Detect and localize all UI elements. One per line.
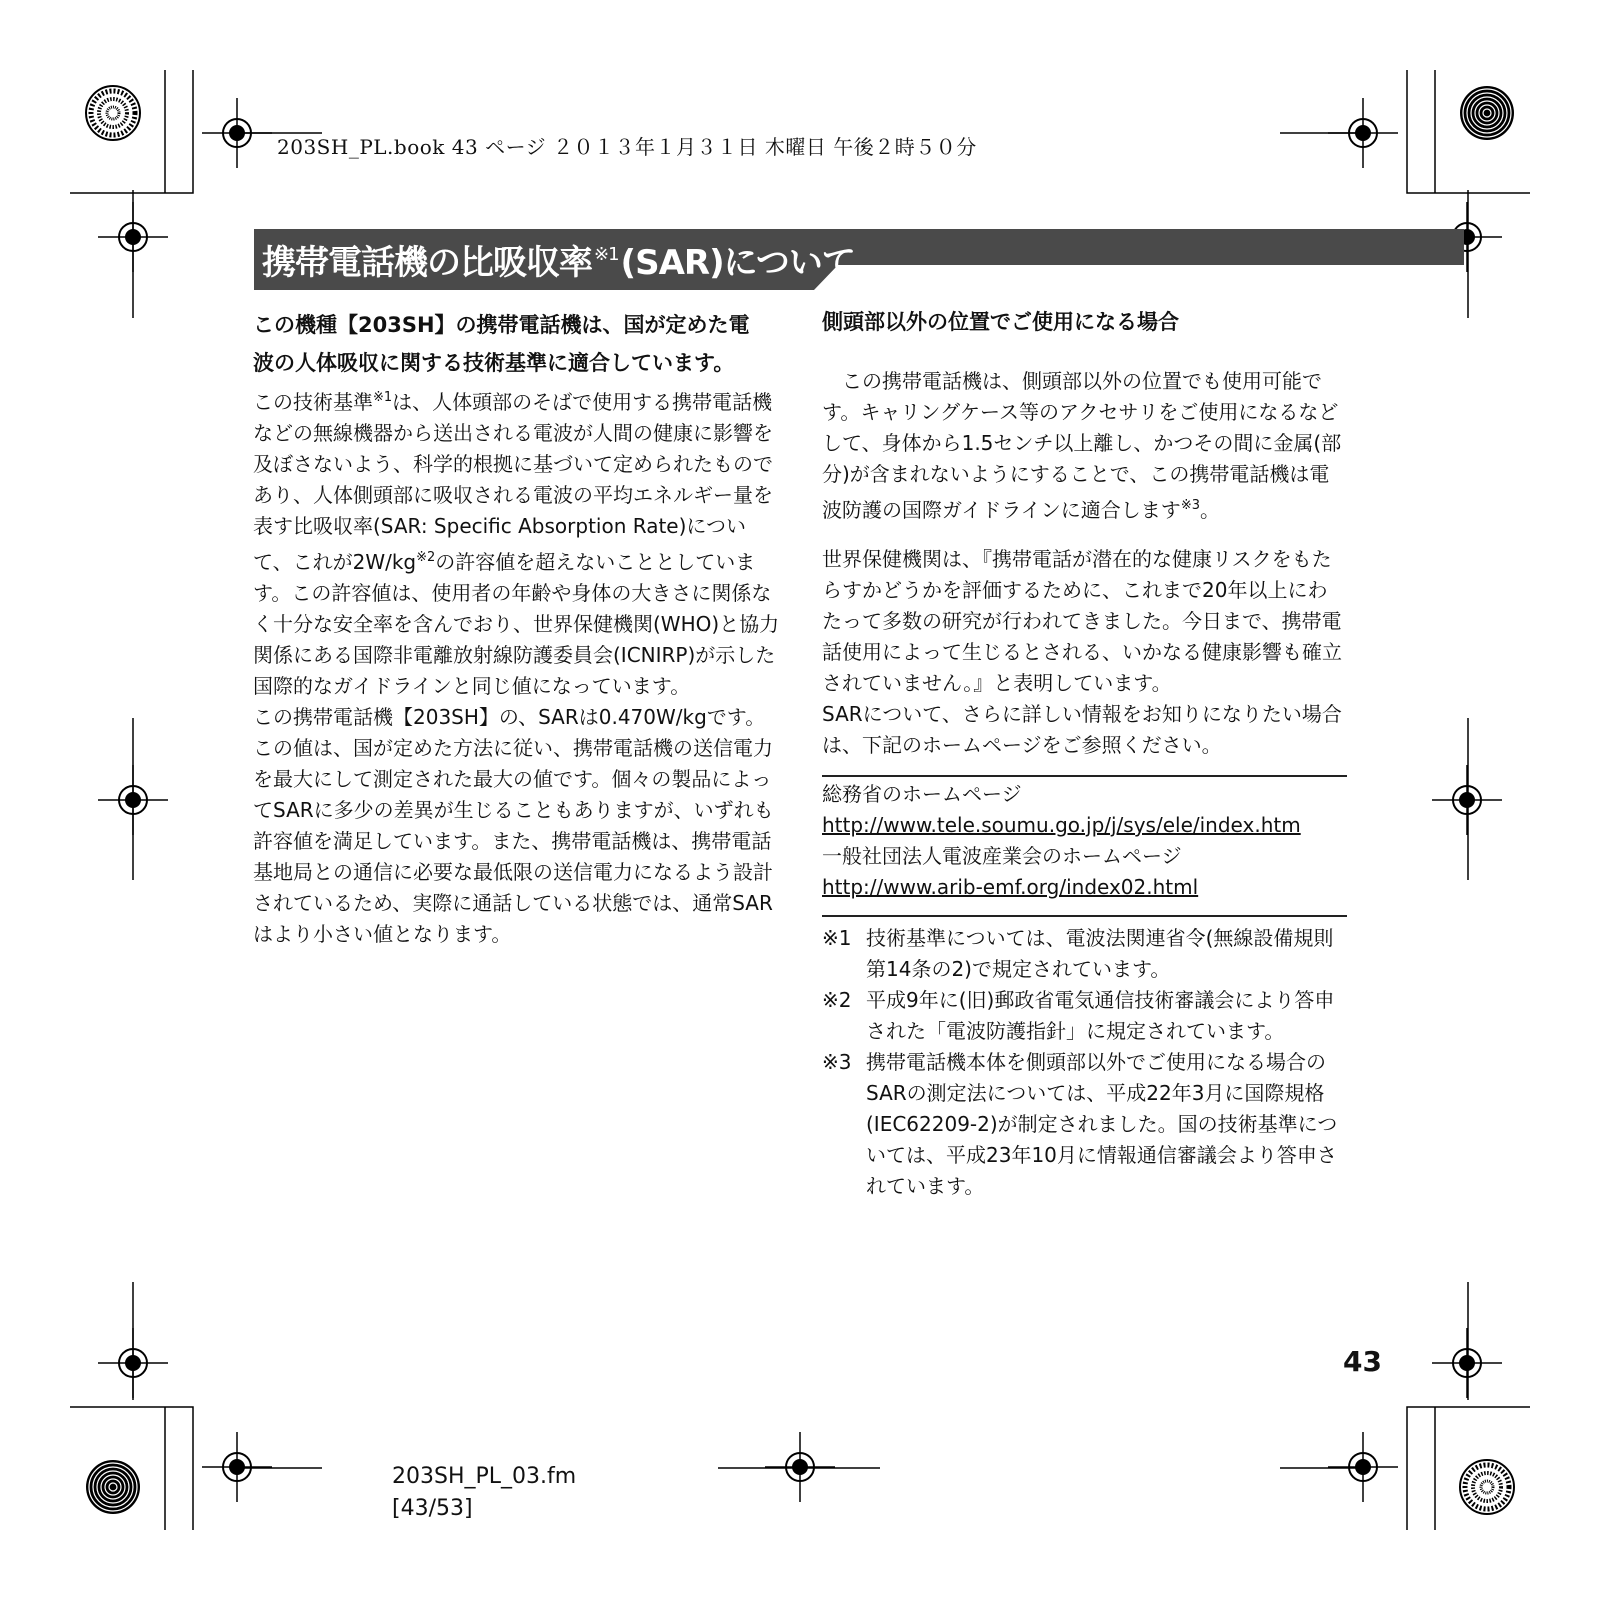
p1-footnote-ref-1: ※1 — [373, 390, 393, 405]
running-header: 203SH_PL.book 43 ページ ２０１３年１月３１日 木曜日 午後２時５０分 — [277, 135, 977, 159]
footnote-1 — [822, 923, 1347, 985]
footnote-1-text: 技術基準については、電波法関連省令(無線設備規則第14条の2)で規定されています。 — [866, 926, 1334, 981]
footer-file-info — [392, 1461, 576, 1525]
p1-footnote-ref-2: ※2 — [416, 550, 436, 565]
footnotes — [822, 915, 1347, 1202]
link-arib[interactable]: http://www.arib-emf.org/index02.html — [822, 875, 1199, 899]
lead-line-2: 波の人体吸収に関する技術基準に適合しています。 — [253, 351, 735, 375]
footer-file: 203SH_PL_03.fm — [392, 1464, 577, 1489]
left-paragraph-1 — [253, 382, 783, 702]
p1-text-b: は、人体頭部のそばで使用する携帯電話機などの無線機器から送出される電波が人間の健康に影響を及ぼさないよう、科学的根拠に基づいて定められたものであり、人体側頭部に吸収される電波の平均エネルギー量を表す比吸収率(SAR: Specific Absorption Rate)について、これが2W/kg — [253, 390, 773, 574]
title-main: 携帯電話機の比吸収率 — [262, 243, 592, 283]
rp1-footnote-ref: ※3 — [1180, 498, 1200, 513]
lead-line-1: この機種【203SH】の携帯電話機は、国が定めた電 — [253, 313, 750, 337]
footnote-3-marker: ※3 — [822, 1050, 852, 1074]
link-soumu[interactable]: http://www.tele.soumu.go.jp/j/sys/ele/index.htm — [822, 813, 1301, 837]
section-heading: 側頭部以外の位置でご使用になる場合 — [822, 310, 1179, 334]
right-paragraph-3: SARについて、さらに詳しい情報をお知りになりたい場合は、下記のホームページをご参照ください。 — [822, 702, 1342, 757]
title-tail: (SAR)について — [620, 243, 855, 283]
p1-text-a: この技術基準 — [253, 390, 373, 414]
page-number: 43 — [1343, 1345, 1382, 1378]
right-paragraph-2: 世界保健機関は、『携帯電話が潜在的な健康リスクをもたらすかどうかを評価するために、これまで20年以上にわたって多数の研究が行われてきました。今日まで、携帯電話使用によって生じるとされる、いかなる健康影響も確立されていません。』と表明しています。 — [822, 547, 1342, 695]
right-column — [822, 306, 1347, 1202]
right-paragraph-1 — [822, 366, 1347, 526]
footnote-2-marker: ※2 — [822, 988, 852, 1012]
footnote-3-text: 携帯電話機本体を側頭部以外でご使用になる場合のSARの測定法については、平成22年3月に国際規格(IEC62209-2)が制定されました。国の技術基準については、平成23年10月に情報通信審議会より答申されています。 — [866, 1050, 1338, 1198]
title-sup: ※1 — [594, 244, 619, 265]
link-label-arib: 一般社団法人電波産業会のホームページ — [822, 844, 1182, 868]
section-banner — [254, 229, 1464, 290]
page-title — [262, 235, 855, 284]
footnote-1-marker: ※1 — [822, 926, 852, 950]
rp1-end: 。 — [1199, 498, 1220, 522]
footer-pages: [43/53] — [392, 1496, 473, 1521]
left-paragraph-2: この携帯電話機【203SH】の、SARは0.470W/kgです。この値は、国が定めた方法に従い、携帯電話機の送信電力を最大にして測定された最大の値です。個々の製品によってSARに多少の差異が生じることもありますが、いずれも許容値を満足しています。また、携帯電話機は、携帯電話基地局との通信に必要な最低限の送信電力になるよう設計されているため、実際に通話している状態では、通常SARはより小さい値となります。 — [253, 705, 774, 946]
footnote-2-text: 平成9年に(旧)郵政省電気通信技術審議会により答申された「電波防護指針」に規定されています。 — [866, 988, 1335, 1043]
rp1-text: この携帯電話機は、側頭部以外の位置でも使用可能です。キャリングケース等のアクセサリをご使用になるなどして、身体から1.5センチ以上離し、かつその間に金属(部分)が含まれないようにすることで、この携帯電話機は電波防護の国際ガイドラインに適合します — [822, 369, 1342, 522]
footnote-2 — [822, 985, 1347, 1047]
links-block — [822, 775, 1347, 903]
p1-text-c: の許容値を超えないこととしています。この許容値は、使用者の年齢や身体の大きさに関係なく十分な安全率を含んでおり、世界保健機関(WHO)と協力関係にある国際非電離放射線防護委員会(ICNIRP)が示した国際的なガイドラインと同じ値になっています。 — [253, 550, 780, 698]
footnote-3 — [822, 1047, 1347, 1202]
lead-statement — [253, 306, 783, 382]
left-column — [253, 306, 783, 950]
spacer — [822, 526, 1347, 544]
link-label-soumu: 総務省のホームページ — [822, 782, 1022, 806]
